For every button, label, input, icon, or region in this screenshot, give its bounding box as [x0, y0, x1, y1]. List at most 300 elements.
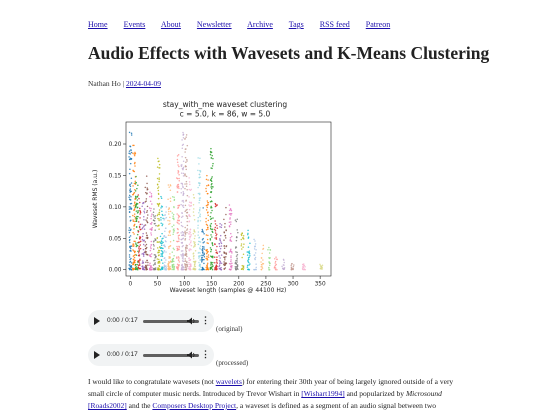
data-point — [216, 259, 218, 261]
data-point — [153, 264, 155, 266]
data-point — [135, 180, 137, 182]
data-point — [204, 254, 206, 256]
data-point — [153, 216, 155, 218]
chart-title: stay_with_me waveset clustering — [162, 100, 288, 109]
data-point — [197, 170, 199, 172]
data-point — [133, 241, 135, 243]
data-point — [207, 207, 209, 209]
data-point — [241, 268, 243, 270]
data-point — [129, 256, 131, 258]
data-point — [129, 259, 131, 261]
data-point — [261, 257, 263, 259]
data-point — [198, 212, 200, 214]
data-point — [208, 185, 210, 187]
data-point — [205, 218, 207, 220]
data-point — [160, 243, 162, 245]
data-point — [268, 267, 270, 269]
data-point — [214, 220, 216, 222]
data-point — [190, 259, 192, 261]
data-point — [205, 221, 207, 223]
data-point — [218, 255, 220, 257]
data-point — [173, 255, 175, 257]
data-point — [216, 262, 218, 264]
data-point — [320, 265, 322, 267]
data-point — [178, 259, 180, 261]
data-point — [138, 242, 140, 244]
data-point — [255, 263, 256, 265]
data-point — [132, 152, 134, 154]
data-point — [181, 235, 183, 237]
data-point — [187, 145, 189, 147]
data-point — [168, 213, 170, 215]
data-point — [150, 246, 152, 248]
data-point — [290, 264, 292, 266]
data-point — [274, 266, 276, 268]
data-point — [183, 175, 185, 177]
data-point — [176, 246, 178, 248]
post-date-link[interactable]: 2024-04-09 — [125, 79, 161, 88]
data-point — [173, 231, 175, 233]
data-point — [255, 243, 257, 245]
data-point — [193, 258, 195, 260]
data-point — [151, 253, 153, 255]
data-point — [208, 254, 210, 256]
data-point — [183, 173, 185, 175]
audio-time: 0:00 / 0:17 — [107, 317, 138, 324]
data-point — [249, 250, 251, 252]
data-point — [230, 248, 232, 250]
data-point — [154, 218, 156, 220]
data-point — [229, 218, 231, 220]
data-point — [219, 246, 221, 248]
data-point — [162, 248, 164, 250]
audio-player-processed[interactable] — [88, 344, 214, 366]
data-point — [170, 189, 172, 191]
nav-newsletter-link[interactable]: Newsletter — [196, 20, 232, 29]
data-point — [198, 163, 200, 165]
data-point — [186, 247, 188, 249]
data-point — [145, 201, 147, 203]
data-point — [189, 248, 191, 250]
data-point — [183, 267, 185, 269]
data-point — [194, 235, 196, 237]
data-point — [206, 234, 208, 236]
data-point — [181, 250, 183, 252]
data-point — [303, 265, 305, 267]
data-point — [177, 170, 179, 172]
data-point — [181, 172, 183, 174]
data-point — [206, 250, 208, 252]
data-point — [177, 205, 179, 207]
data-point — [131, 178, 133, 180]
plot-frame — [126, 122, 331, 276]
data-point — [193, 261, 195, 263]
data-point — [180, 164, 182, 166]
data-point — [198, 237, 200, 239]
data-point — [230, 257, 232, 259]
data-point — [162, 214, 164, 216]
data-point — [153, 220, 155, 222]
audio-player-original[interactable] — [88, 310, 214, 332]
data-point — [154, 223, 156, 225]
data-point — [172, 234, 174, 236]
data-point — [132, 243, 134, 245]
data-point — [168, 264, 170, 266]
data-point — [154, 259, 156, 261]
data-point — [158, 186, 160, 188]
data-point — [210, 179, 212, 181]
data-point — [248, 257, 250, 259]
data-point — [144, 212, 146, 214]
data-point — [173, 258, 175, 260]
data-point — [138, 198, 140, 200]
data-point — [190, 229, 192, 231]
data-point — [143, 216, 145, 218]
data-point — [190, 234, 192, 236]
data-point — [177, 159, 179, 161]
nav-events-link[interactable]: Events — [123, 20, 146, 29]
nav-rss-feed-link[interactable]: RSS feed — [319, 20, 350, 29]
data-point — [169, 223, 171, 225]
data-point — [224, 247, 226, 249]
data-point — [161, 225, 163, 227]
data-point — [139, 263, 141, 265]
data-point — [149, 229, 151, 231]
data-point — [255, 267, 256, 269]
data-point — [185, 169, 187, 171]
data-point — [159, 261, 161, 263]
data-point — [212, 243, 214, 245]
data-point — [177, 232, 179, 234]
data-point — [131, 132, 133, 134]
data-point — [195, 250, 197, 252]
data-point — [225, 214, 227, 216]
data-point — [214, 256, 216, 258]
data-point — [149, 192, 151, 194]
data-point — [183, 232, 185, 234]
data-point — [142, 260, 144, 262]
data-point — [170, 211, 172, 213]
data-point — [184, 258, 186, 260]
data-point — [243, 254, 245, 256]
roads2002-citation-link[interactable]: [Roads2002] — [88, 401, 127, 410]
data-point — [134, 260, 136, 262]
data-point — [143, 254, 145, 256]
data-point — [202, 248, 204, 250]
data-point — [171, 269, 173, 271]
y-tick-label: 0.10 — [108, 204, 122, 211]
data-point — [229, 263, 231, 265]
data-point — [182, 205, 184, 207]
data-point — [134, 153, 136, 155]
data-point — [261, 253, 263, 255]
data-point — [182, 254, 184, 256]
data-point — [207, 239, 209, 241]
data-point — [219, 223, 221, 225]
data-point — [201, 261, 203, 263]
data-point — [185, 205, 187, 207]
data-point — [131, 208, 133, 210]
data-point — [181, 139, 183, 141]
data-point — [138, 268, 140, 270]
data-point — [158, 241, 160, 243]
data-point — [230, 221, 232, 223]
data-point — [158, 177, 160, 179]
data-point — [159, 212, 161, 214]
data-point — [184, 260, 186, 262]
data-point — [185, 249, 187, 251]
x-tick-label: 150 — [206, 281, 218, 288]
data-point — [190, 232, 192, 234]
data-point — [185, 200, 187, 202]
data-point — [203, 246, 205, 248]
data-point — [172, 196, 174, 198]
data-point — [235, 246, 237, 248]
data-point — [164, 267, 166, 269]
data-point — [147, 206, 149, 208]
data-point — [229, 204, 231, 206]
data-point — [184, 227, 186, 229]
data-point — [181, 222, 183, 224]
data-point — [138, 247, 140, 249]
volume-icon[interactable] — [186, 350, 196, 360]
data-point — [129, 206, 131, 208]
data-point — [225, 207, 227, 209]
more-options-icon[interactable]: ⋮ — [201, 349, 210, 359]
data-point — [235, 262, 237, 264]
data-point — [188, 189, 190, 191]
data-point — [247, 266, 249, 268]
data-point — [131, 245, 133, 247]
data-point — [150, 218, 152, 220]
data-point — [161, 205, 163, 207]
wishart1994-citation-link[interactable]: [Wishart1994] — [301, 389, 345, 398]
data-point — [145, 241, 147, 243]
data-point — [165, 214, 167, 216]
data-point — [229, 226, 231, 228]
data-point — [207, 211, 209, 213]
data-point — [146, 234, 148, 236]
data-point — [275, 265, 277, 267]
data-point — [223, 251, 225, 253]
data-point — [235, 251, 237, 253]
x-axis-label: Waveset length (samples @ 44100 Hz) — [169, 287, 287, 294]
data-point — [160, 236, 162, 238]
data-point — [137, 234, 139, 236]
nav-home-link[interactable]: Home — [88, 20, 108, 29]
data-point — [183, 201, 185, 203]
data-point — [132, 170, 134, 172]
data-point — [173, 248, 175, 250]
more-options-icon[interactable]: ⋮ — [201, 315, 210, 325]
data-point — [263, 263, 265, 265]
data-point — [207, 268, 209, 270]
data-point — [136, 218, 138, 220]
data-point — [176, 241, 178, 243]
play-icon[interactable] — [94, 351, 100, 359]
data-point — [143, 240, 145, 242]
x-tick-label: 300 — [287, 281, 299, 288]
data-point — [249, 253, 251, 255]
data-point — [153, 248, 155, 250]
data-point — [269, 258, 271, 260]
data-point — [172, 216, 174, 218]
data-point — [224, 235, 226, 237]
data-point — [129, 237, 131, 239]
y-axis-label: Waveset RMS (a.u.) — [92, 169, 99, 229]
data-point — [169, 257, 171, 259]
data-point — [147, 210, 149, 212]
play-icon[interactable] — [94, 317, 100, 325]
data-point — [193, 256, 195, 258]
data-point — [163, 251, 165, 253]
data-point — [284, 262, 286, 264]
data-point — [136, 210, 138, 212]
data-point — [189, 202, 191, 204]
data-point — [135, 244, 137, 246]
nav-tags-link[interactable]: Tags — [288, 20, 304, 29]
data-point — [211, 218, 213, 220]
data-point — [189, 239, 191, 241]
data-point — [129, 211, 131, 213]
data-point — [146, 266, 148, 268]
volume-icon[interactable] — [186, 316, 196, 326]
data-point — [216, 237, 218, 239]
data-point — [157, 158, 159, 160]
data-point — [210, 224, 212, 226]
data-point — [202, 267, 204, 269]
data-point — [166, 206, 168, 208]
data-point — [169, 235, 171, 237]
data-point — [231, 236, 233, 238]
data-point — [193, 215, 195, 217]
data-point — [186, 256, 188, 258]
wavelets-link[interactable]: wavelets — [215, 377, 242, 386]
data-point — [230, 259, 232, 261]
data-point — [207, 228, 209, 230]
data-point — [140, 229, 142, 231]
data-point — [203, 252, 205, 254]
data-point — [132, 249, 134, 251]
data-point — [207, 200, 209, 202]
data-point — [142, 233, 144, 235]
data-point — [230, 261, 232, 263]
data-point — [177, 229, 179, 231]
data-point — [202, 207, 204, 209]
data-point — [236, 221, 238, 223]
data-point — [200, 220, 202, 222]
data-point — [194, 231, 196, 233]
data-point — [210, 247, 212, 249]
data-point — [150, 208, 152, 210]
data-point — [151, 269, 153, 271]
data-point — [184, 254, 186, 256]
data-point — [199, 264, 201, 266]
data-point — [189, 181, 191, 183]
data-point — [158, 193, 160, 195]
data-point — [146, 260, 148, 262]
data-point — [246, 251, 248, 253]
byline — [88, 79, 161, 88]
data-point — [134, 252, 136, 254]
data-point — [150, 201, 152, 203]
data-point — [184, 230, 186, 232]
data-point — [139, 236, 141, 238]
data-point — [162, 223, 164, 225]
data-point — [177, 220, 179, 222]
data-point — [216, 266, 218, 268]
data-point — [184, 175, 186, 177]
data-point — [139, 213, 141, 215]
data-point — [236, 240, 238, 242]
data-point — [189, 184, 191, 186]
data-point — [153, 214, 155, 216]
data-point — [219, 268, 221, 270]
data-point — [184, 188, 186, 190]
data-point — [136, 264, 138, 266]
data-point — [184, 264, 186, 266]
data-point — [218, 266, 220, 268]
nav-archive-link[interactable]: Archive — [247, 20, 273, 29]
data-point — [137, 196, 139, 198]
data-point — [210, 197, 212, 199]
data-point — [203, 248, 205, 250]
data-point — [135, 190, 137, 192]
data-point — [134, 221, 136, 223]
data-point — [207, 204, 209, 206]
data-point — [208, 202, 210, 204]
data-point — [143, 226, 145, 228]
data-point — [219, 251, 221, 253]
data-point — [147, 214, 149, 216]
data-point — [197, 225, 199, 227]
data-point — [207, 215, 209, 217]
data-point — [199, 173, 201, 175]
data-point — [128, 197, 130, 199]
data-point — [146, 183, 148, 185]
data-point — [173, 214, 175, 216]
data-point — [160, 219, 162, 221]
data-point — [139, 208, 141, 210]
data-point — [177, 164, 179, 166]
data-point — [223, 219, 225, 221]
nav-patreon-link[interactable]: Patreon — [365, 20, 391, 29]
data-point — [193, 241, 195, 243]
data-point — [212, 229, 214, 231]
paragraph-text: and the — [126, 401, 153, 410]
data-point — [194, 264, 196, 266]
data-point — [129, 216, 131, 218]
data-point — [202, 230, 204, 232]
data-point — [206, 179, 208, 181]
data-point — [165, 265, 167, 267]
data-point — [145, 248, 147, 250]
composers-desktop-project-link[interactable]: Composers Desktop Project — [152, 401, 237, 410]
data-point — [254, 248, 256, 250]
data-point — [160, 196, 162, 198]
data-point — [214, 237, 216, 239]
data-point — [129, 227, 131, 229]
data-point — [135, 206, 137, 208]
data-point — [189, 269, 191, 271]
data-point — [261, 264, 263, 266]
audio-time: 0:00 / 0:17 — [107, 351, 138, 358]
data-point — [129, 153, 131, 155]
data-point — [128, 230, 130, 232]
data-point — [216, 234, 218, 236]
data-point — [215, 223, 217, 225]
nav-about-link[interactable]: About — [160, 20, 181, 29]
